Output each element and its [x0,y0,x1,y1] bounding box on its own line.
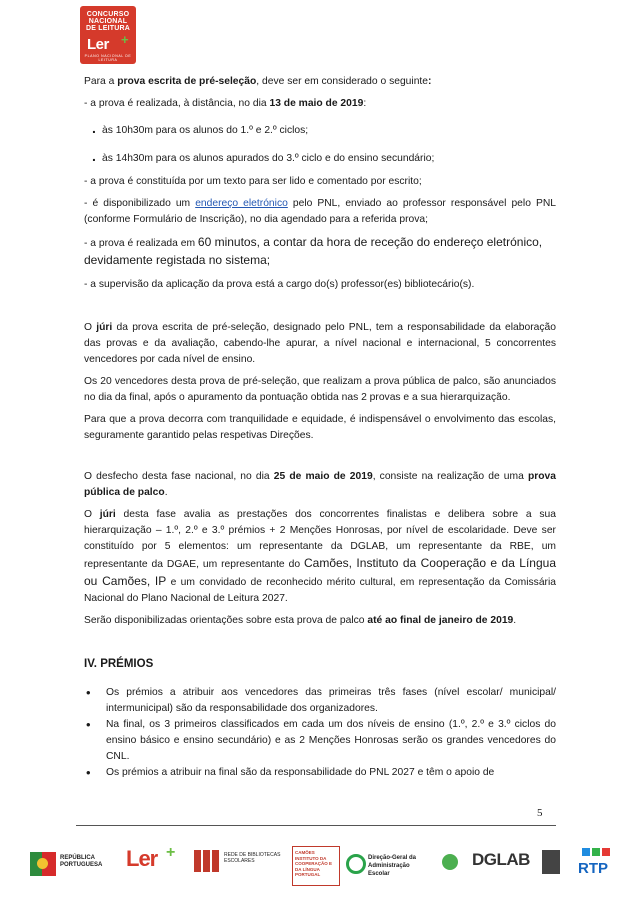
footer-divider [76,825,556,826]
dglab-logo: DGLAB [472,850,530,869]
premios-list [84,685,556,781]
tranquilidade-paragraph: Para que a prova decorra com tranquilidade e equidade, é indispensável o envolvimento das escolas, seguramente garantido pelas respetivas Direções. [84,414,556,441]
dgae-logo: Direção-Geral da Administração Escolar [346,852,432,878]
orientacoes-paragraph: Serão disponibilizadas orientações sobre esta prova de palco até ao final de janeiro de 2019. [84,615,517,626]
horario-3-ciclo-secundario: . às 14h30m para os alunos apurados do 3.º ciclo e do ensino secundário; [92,148,435,164]
list-item: • Na final, os 3 primeiros classificados em cada um dos níveis de ensino (1.º, 2.º e 3.º ciclos do ensino básico e ensino secundário) e as 2 Menções Honrosas serão os grandes vencedores do CNL. [84,717,556,765]
camoes-logo: CAMÕES INSTITUTO DA COOPERAÇÃO E DA LÍNGUA PORTUGAL [292,846,340,886]
page-number: 5 [537,807,543,819]
prova-duracao: - a prova é realizada em 60 minutos, a contar da hora de receção do endereço eletrónico, devidamente registada no sistema; [84,235,543,267]
ler-plano-nacional-logo: Ler + [126,844,176,871]
prova-intro: Para a prova escrita de pré-seleção, deve ser em considerado o seguinte: [84,76,432,87]
bnp-logo [538,848,566,882]
vencedores-paragraph: Os 20 vencedores desta prova de pré-seleção, que realizam a prova pública de palco, são anunciados no dia da final, após o apuramento da pontuação obtida nas 2 provas e a sua hierarquização. [84,376,556,403]
partner-logos-footer [18,842,628,892]
rbe-logo: REDE DE BIBLIOTECAS ESCOLARES [194,850,286,880]
concurso-nacional-leitura-logo: CONCURSO NACIONAL DE LEITURA Ler + PLANO NACIONAL DE LEITURA [80,6,142,66]
rtp-logo: RTP [574,848,620,882]
desfecho-paragraph: O desfecho desta fase nacional, no dia 25 de maio de 2019, consiste na realização de uma prova pública de palco. [84,471,556,498]
prova-supervisao: - a supervisão da aplicação da prova está a cargo do(s) professor(es) bibliotecário(s). [84,279,475,290]
list-item: • Os prémios a atribuir aos vencedores das primeiras três fases (nível escolar/ municipal/ intermunicipal) são da responsabilidade dos organizadores. [84,685,556,717]
prova-distancia: - a prova é realizada, à distância, no dia 13 de maio de 2019: [84,98,367,109]
juri-pre-selecao: O júri da prova escrita de pré-seleção, designado pelo PNL, tem a responsabilidade da elaboração das provas e da avaliação, cabendo-lhe apurar, a nível nacional e internacional, 5 concorrentes vencedores por cada nível de ensino. [84,322,556,365]
juri-final-paragraph: O júri desta fase avalia as prestações dos concorrentes finalistas e delibera sobre a sua hierarquização – 1.º, 2.º e 3.º prémios + 2 Menções Honrosas, por nível de escolaridade. Deve ser constituído por 5 elementos: um representante da DGLAB, um representante da RBE, um representante da DGAE, um representante do Camões, Instituto da Cooperação e da Língua ou Camões, IP e um convidado de reconhecido mérito cultural, em representação da Comissária Nacional do Plano Nacional de Leitura 2027. [84,509,556,604]
eco-escolas-logo [438,852,462,876]
prova-texto: - a prova é constituída por um texto para ser lido e comentado por escrito; [84,176,422,187]
prova-endereco: - é disponibilizado um endereço eletrónico pelo PNL, enviado ao professor responsável pelo PNL (conforme Formulário de Inscrição), no dia agendado para a referida prova; [84,198,556,225]
endereco-eletronico-link[interactable]: endereço eletrónico [195,198,288,209]
list-item: • Os prémios a atribuir na final são da responsabilidade do PNL 2027 e têm o apoio de [84,765,556,781]
horario-1-2-ciclos: . às 10h30m para os alunos do 1.º e 2.º ciclos; [92,120,309,136]
republica-portuguesa-logo: REPÚBLICA PORTUGUESA [30,848,120,882]
section-title-premios: IV. PRÉMIOS [84,658,154,670]
document-body [84,74,556,781]
